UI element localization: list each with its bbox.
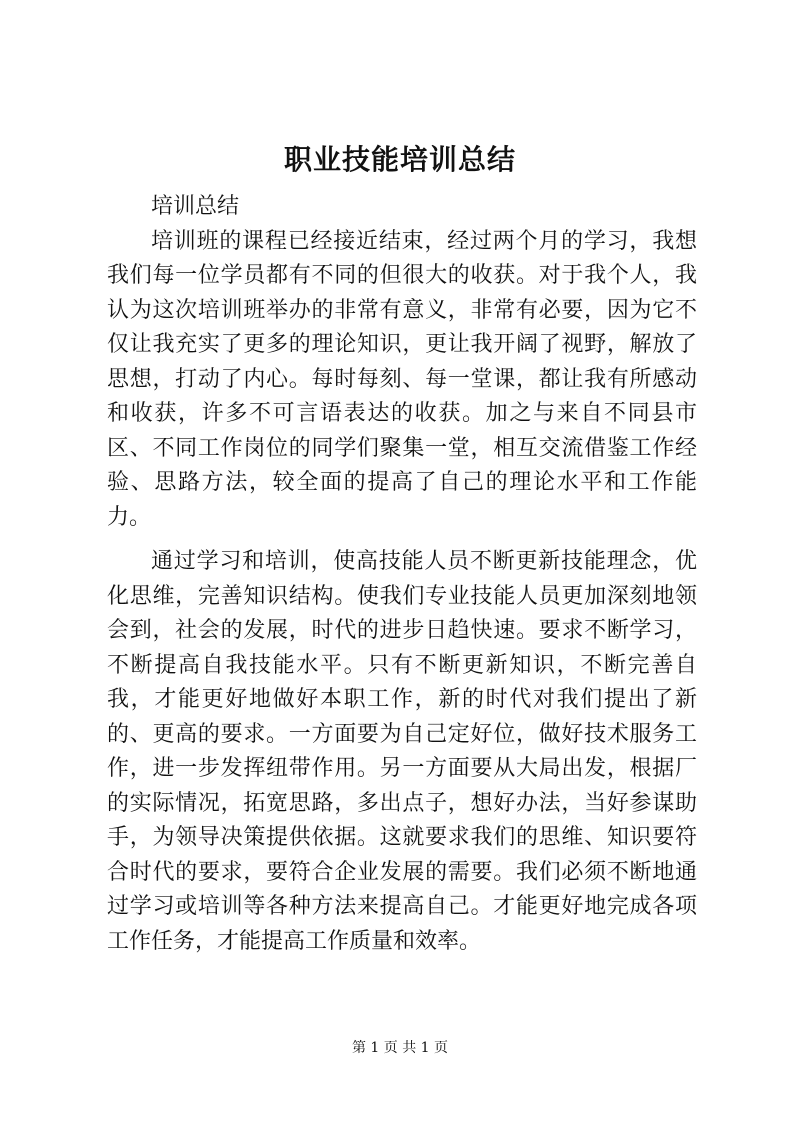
page-footer: 第 1 页 共 1 页 <box>351 1040 449 1056</box>
document-title: 职业技能培训总结 <box>283 143 516 176</box>
section-heading: 培训总结 <box>151 194 240 219</box>
document-body <box>107 190 697 959</box>
paragraph-2: 通过学习和培训，使高技能人员不断更新技能理念，优化思维，完善知识结构。使我们专业技能人员更加深刻地领会到，社会的发展，时代的进步日趋快速。要求不断学习，不断提高自我技能水平。只有不断更新知识，不断完善自我，才能更好地做好本职工作，新的时代对我们提出了新的、更高的要求。一方面要为自己定好位，做好技术服务工作，进一步发挥纽带作用。另一方面要从大局出发，根据厂的实际情况，拓宽思路，多出点子，想好办法，当好参谋助手，为领导决策提供依据。这就要求我们的思维、知识要符合时代的要求，要符合企业发展的需要。我们必须不断地通过学习或培训等各种方法来提高自己。才能更好地完成各项工作任务，才能提高工作质量和效率。 <box>107 549 697 954</box>
paragraph-1: 培训班的课程已经接近结束，经过两个月的学习，我想我们每一位学员都有不同的但很大的收获。对于我个人，我认为这次培训班举办的非常有意义，非常有必要，因为它不仅让我充实了更多的理论知识，更让我开阔了视野，解放了思想，打动了内心。每时每刻、每一堂课，都让我有所感动和收获，许多不可言语表达的收获。加之与来自不同县市区、不同工作岗位的同学们聚集一堂，相互交流借鉴工作经验、思路方法，较全面的提高了自己的理论水平和工作能力。 <box>107 228 697 530</box>
